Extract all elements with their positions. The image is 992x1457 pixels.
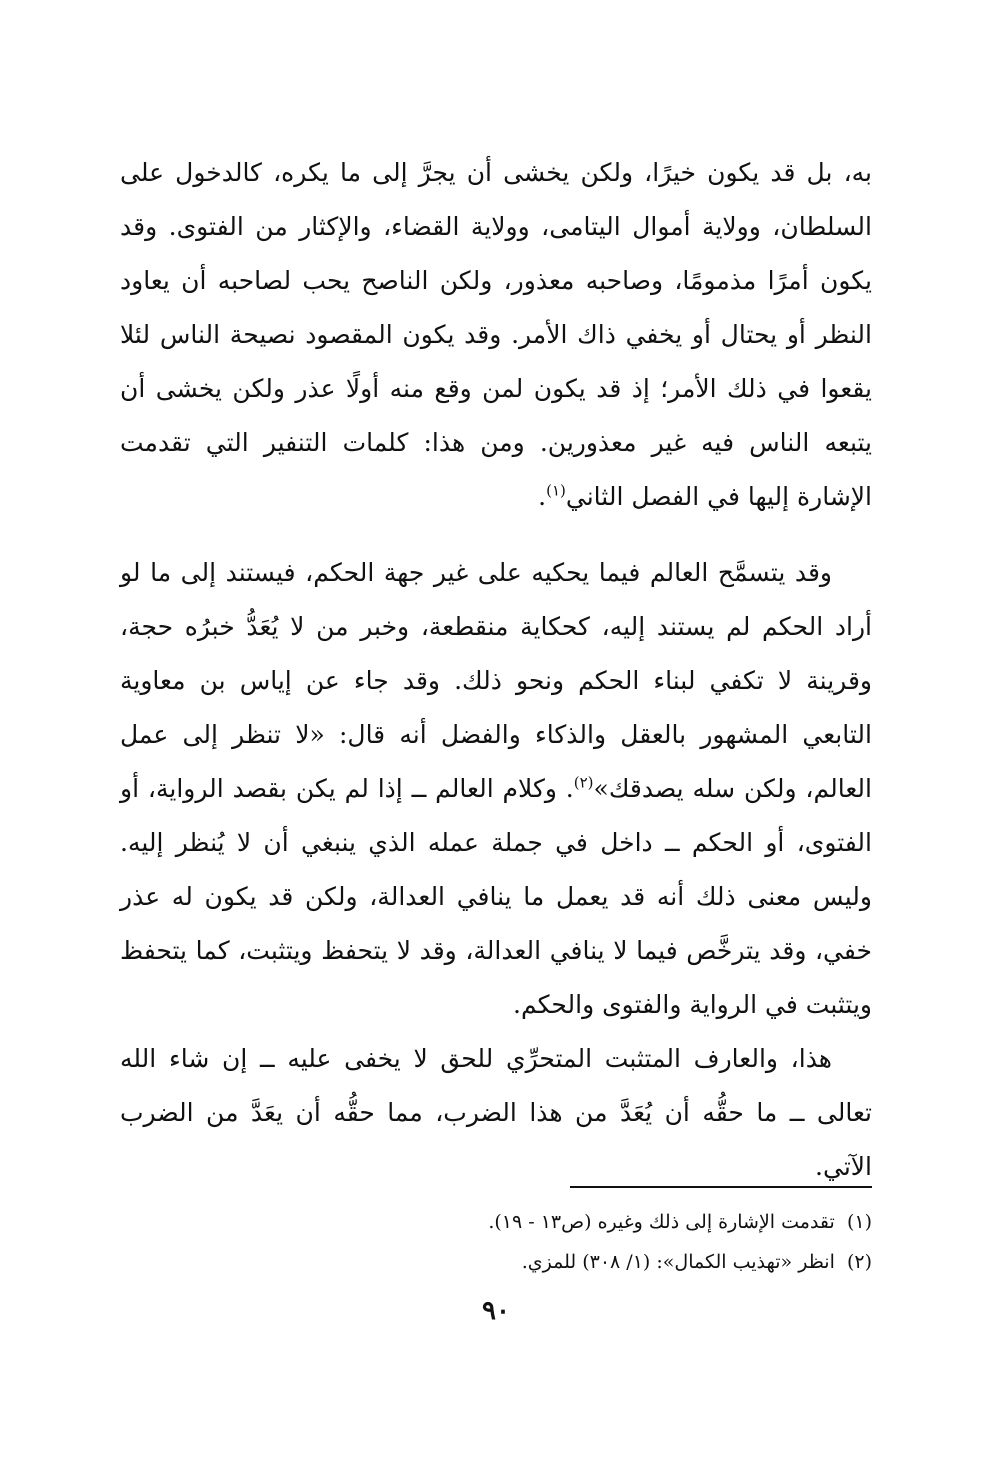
footnote-ref-1: (١) xyxy=(546,481,566,500)
footnote-separator xyxy=(570,1186,872,1188)
paragraph-2-rest: . وكلام العالم ــ إذا لم يكن بقصد الرواية، أو الفتوى، أو الحكم ــ داخل في جملة عمله الذي ينبغي أن لا يُنظر إليه. وليس معنى ذلك أنه قد يعمل ما ينافي العدالة، ولكن قد يكون له عذر خفي، وقد يترخَّص فيما لا ينافي العدالة، وقد لا يتحفظ ويتثبت، كما يتحفظ ويتثبت في الرواية والفتوى والحكم. xyxy=(120,774,872,1019)
paragraph-1-end: . xyxy=(538,482,547,511)
footnote-2 xyxy=(120,1242,872,1282)
paragraph-3 xyxy=(120,1032,872,1194)
footnote-1 xyxy=(120,1202,872,1242)
footnotes xyxy=(120,1202,872,1282)
footnote-2-text: انظر «تهذيب الكمال»: (١/ ٣٠٨) للمزي. xyxy=(521,1251,835,1273)
footnote-1-number: (١) xyxy=(846,1211,872,1233)
page-number: ٩٠ xyxy=(482,1296,510,1326)
paragraph-2-text: وقد يتسمَّح العالم فيما يحكيه على غير جهة الحكم، فيستند إلى ما لو أراد الحكم لم يستند إليه، كحكاية منقطعة، وخبر من لا يُعَدُّ خبرُه حجة، وقرينة لا تكفي لبناء الحكم ونحو ذلك. وقد جاء عن إياس بن معاوية التابعي المشهور بالعقل والذكاء والفضل أنه قال: «لا تنظر إلى عمل العالم، ولكن سله يصدقك» xyxy=(120,558,872,803)
footnote-2-number: (٢) xyxy=(846,1251,872,1273)
paragraph-2 xyxy=(120,546,872,1032)
footnote-ref-2: (٢) xyxy=(573,773,594,792)
paragraph-1-text: به، بل قد يكون خيرًا، ولكن يخشى أن يجرَّ إلى ما يكره، كالدخول على السلطان، وولاية أموال اليتامى، وولاية القضاء، والإكثار من الفتوى. وقد يكون أمرًا مذمومًا، وصاحبه معذور، ولكن الناصح يحب لصاحبه أن يعاود النظر أو يحتال أو يخفي ذاك الأمر. وقد يكون المقصود نصيحة الناس لئلا يقعوا في ذلك الأمر؛ إذ قد يكون لمن وقع منه أولًا عذر ولكن يخشى أن يتبعه الناس فيه غير معذورين. ومن هذا: كلمات التنفير التي تقدمت الإشارة إليها في الفصل الثاني xyxy=(120,158,872,511)
footnote-1-text: تقدمت الإشارة إلى ذلك وغيره (ص١٣ - ١٩). xyxy=(488,1211,835,1233)
paragraph-1 xyxy=(120,146,872,524)
paragraph-3-text: هذا، والعارف المتثبت المتحرِّي للحق لا يخفى عليه ــ إن شاء الله تعالى ــ ما حقُّه أن يُعَدَّ من هذا الضرب، مما حقُّه أن يعَدَّ من الضرب الآتي. xyxy=(120,1044,872,1181)
